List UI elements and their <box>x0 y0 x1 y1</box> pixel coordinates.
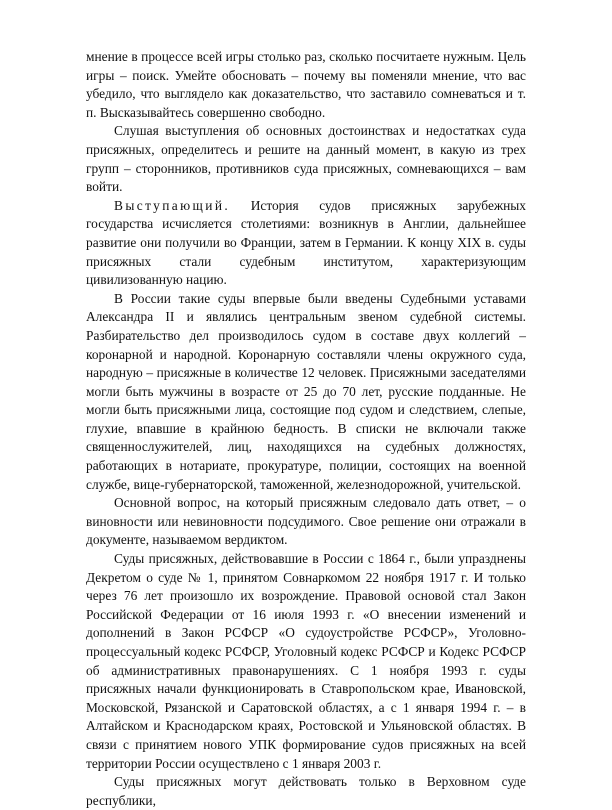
paragraph-text: Основной вопрос, на который присяжным следовало дать ответ, – о виновности или невиновности подсудимого. Свое решение они отражали в документе, называемом вердиктом. <box>86 495 526 548</box>
paragraph-listening-instructions <box>86 122 526 196</box>
paragraph-text: Слушая выступления об основных достоинствах и недостатках суда присяжных, определитесь и решите на данный момент, в какую из трех групп – сторонников, противников суда присяжных, сомневающихся – вам войти. <box>86 123 526 195</box>
paragraph-speaker-history <box>86 197 526 290</box>
paragraph-text: В России такие суды впервые были введены Судебными уставами Александра II и являлись центральным звеном судебной системы. Разбирательство дел производилось судом в составе двух коллегий – коронарной и народной. Коронарную составляли члены окружного суда, народную – присяжные в количестве 12 человек. Присяжными заседателями могли быть мужчины в возрасте от 25 до 70 лет, русские подданные. Не могли быть присяжными лица, состоящие под судом и следствием, слепые, глухие, впавшие в крайнюю бедность. В списки не включали также священнослужителей, лиц, находящихся на судебных должностях, работающих в нотариате, прокуратуре, полиции, состоящих на военной службе, вице-губернаторской, таможенной, железнодорожной, учительской. <box>86 290 526 492</box>
document-page <box>86 48 526 810</box>
paragraph-text: Суды присяжных, действовавшие в России с 1864 г., были упразднены Декретом о суде № 1, принятом Совнаркомом 22 ноября 1917 г. И только через 76 лет произошло их возрождение. Правовой основой стал Закон Российской Федерации от 16 июля 1993 г. «О внесении изменений и дополнений в Закон РСФСР «О судоустройстве РСФСР», Уголовно-процессуальный кодекс РСФСР, Уголовный кодекс РСФСР и Кодекс РСФСР об административных правонарушениях. С 1 ноября 1993 г. суды присяжных начали функционировать в Ставропольском крае, Ивановской, Московской, Рязанской и Саратовской областях, а с 1 января 1994 г. – в Алтайском и Краснодарском краях, Ростовской и Ульяновской областях. В связи с принятием нового УПК формирование судов присяжных на всей территории России осуществлено с 1 января 2003 г. <box>86 551 526 771</box>
paragraph-text: Суды присяжных могут действовать только в Верховном суде республики, <box>86 774 526 808</box>
paragraph-verdict <box>86 494 526 550</box>
paragraph-game-rules <box>86 48 526 122</box>
paragraph-russia-history <box>86 290 526 495</box>
speaker-label: Выступающий. <box>114 197 231 213</box>
paragraph-text: История судов присяжных зарубежных государства исчисляется столетиями: возникнув в Англии, дальнейшее развитие они получили во Франции, затем в Германии. К концу XIX в. суды присяжных стали судебным институтом, характеризующим цивилизованную нацию. <box>86 197 526 288</box>
paragraph-text: мнение в процессе всей игры столько раз, сколько посчитаете нужным. Цель игры – поиск. Умейте обосновать – почему вы поменяли мнение, что вас убедило, что выглядело как доказательство, что заставило сомневаться и т. п. Высказывайтесь совершенно свободно. <box>86 49 526 120</box>
paragraph-revival <box>86 550 526 773</box>
